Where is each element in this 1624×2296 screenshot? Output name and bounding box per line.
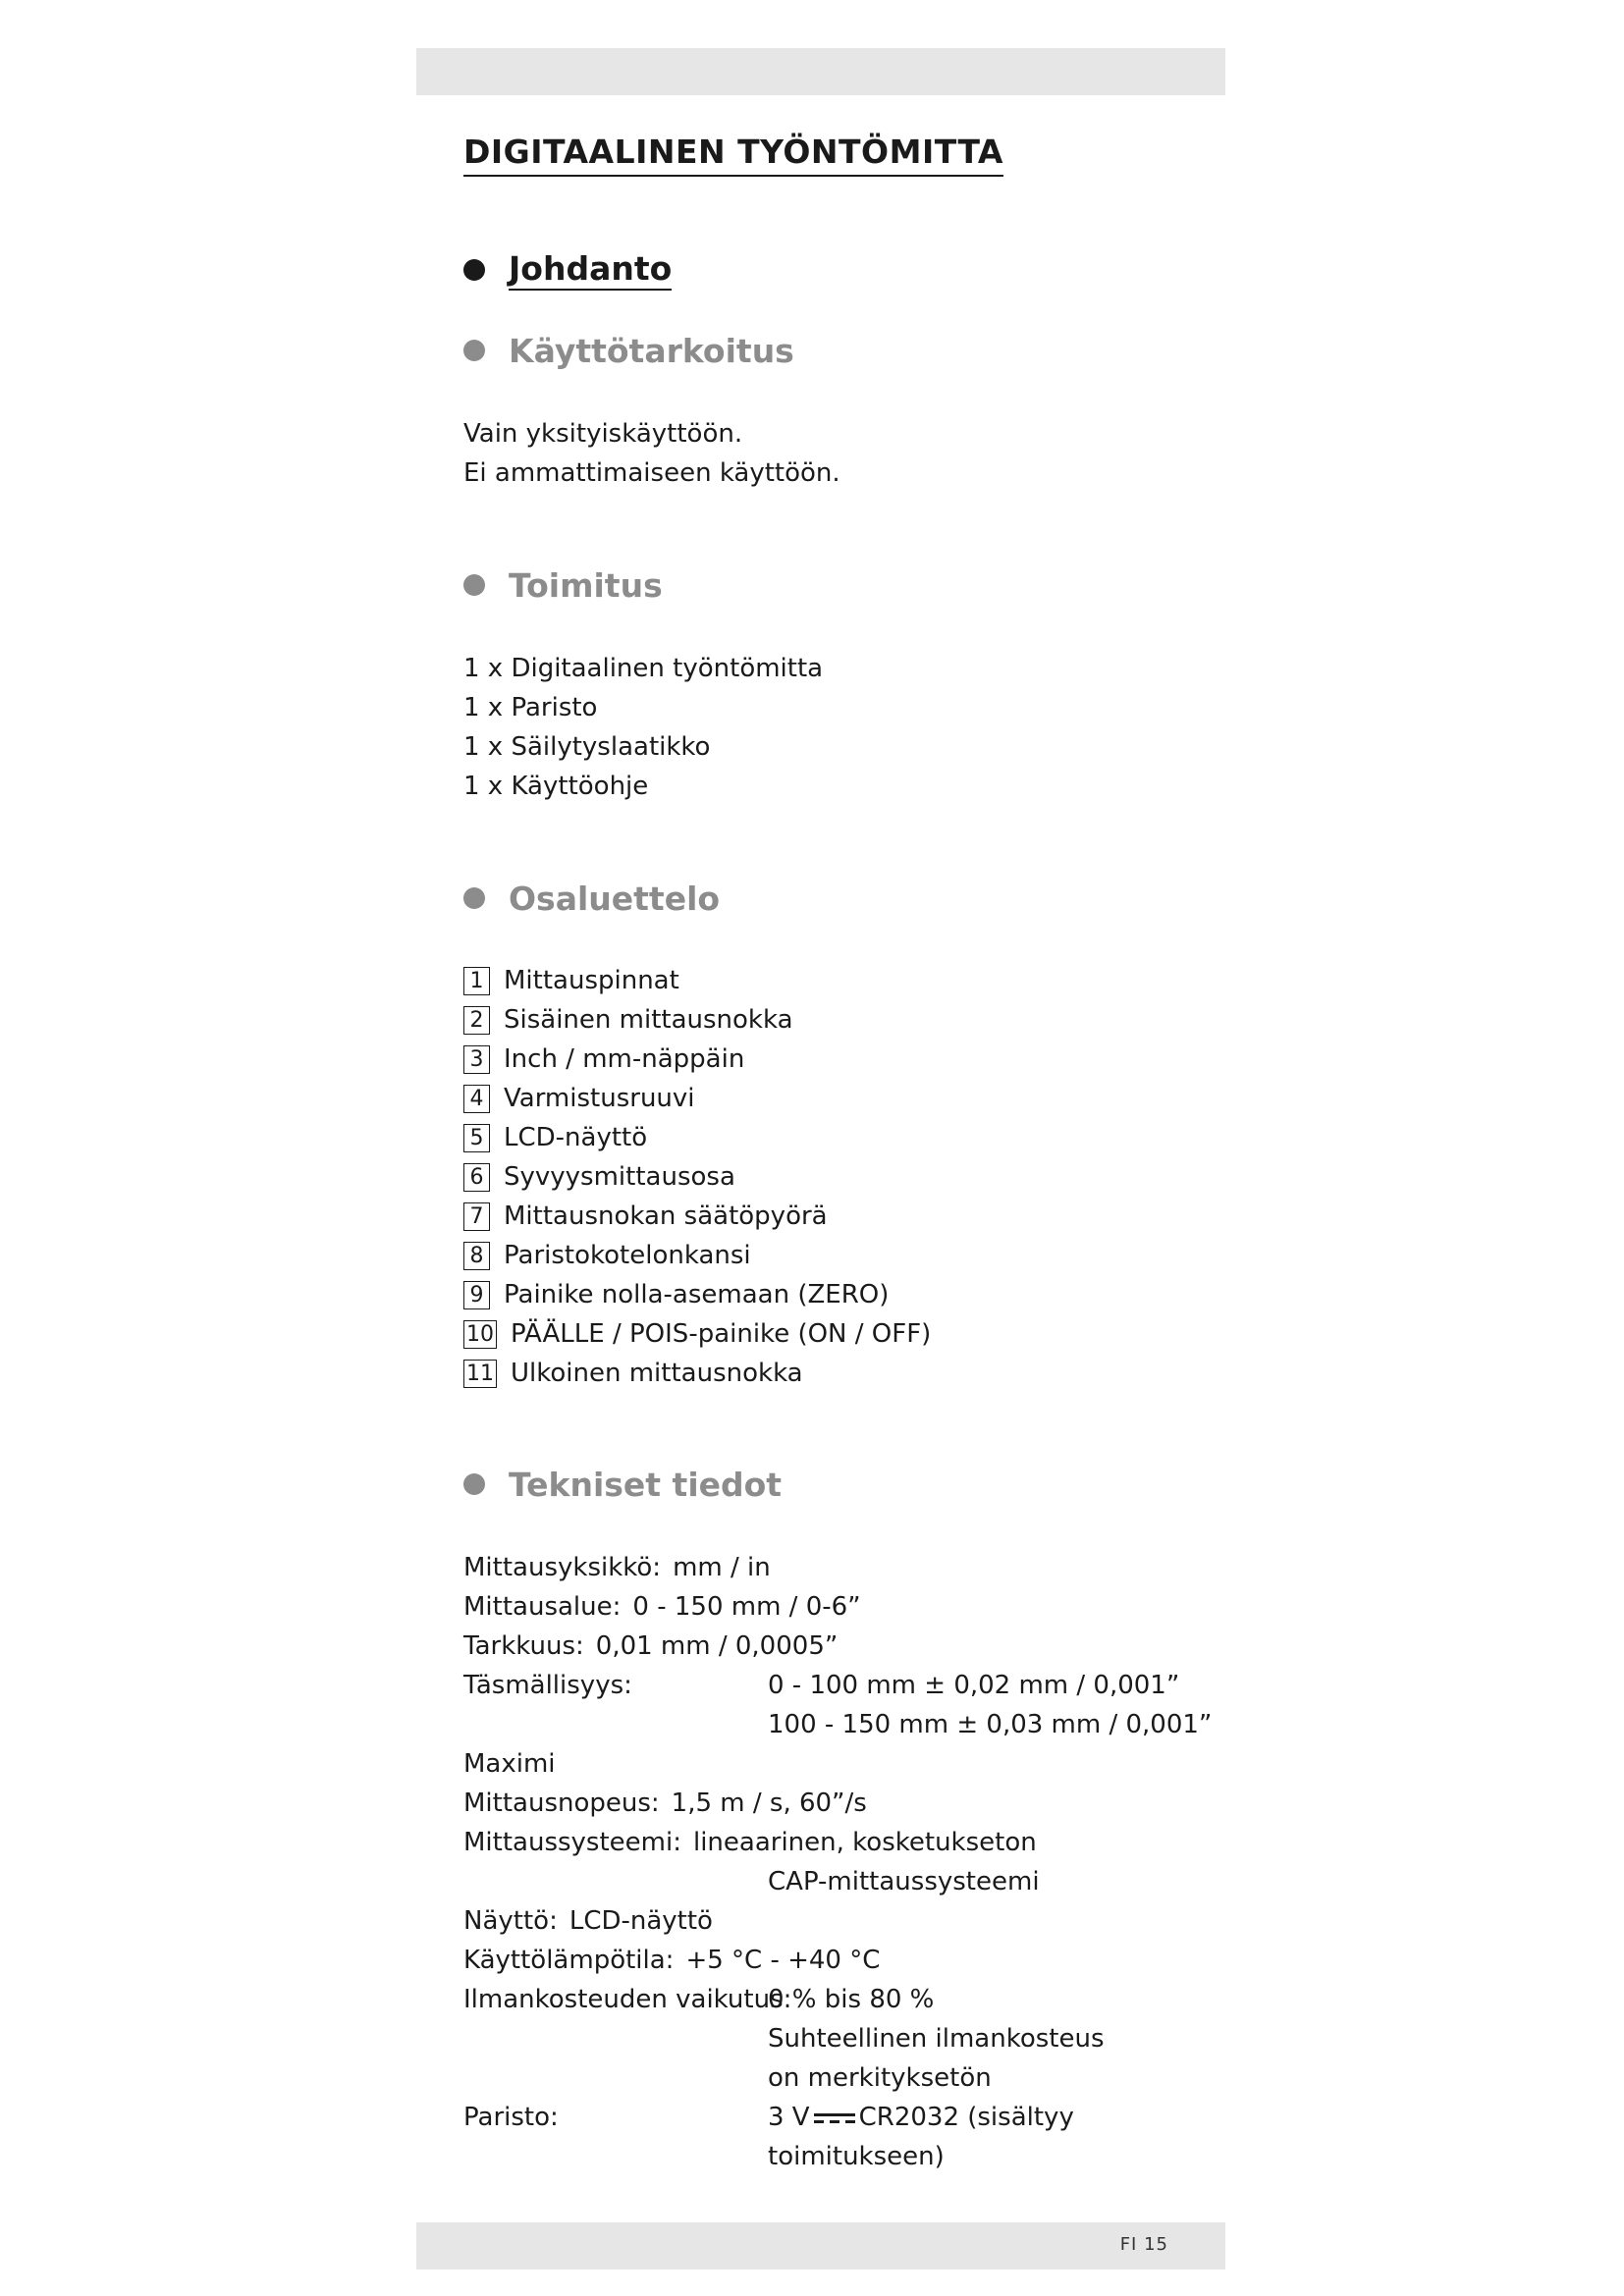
part-number: 2: [463, 1006, 490, 1035]
spec-value: 0,01 mm / 0,0005”: [595, 1631, 839, 1661]
part-label: LCD-näyttö: [504, 1123, 648, 1152]
section-title: Toimitus: [509, 565, 663, 605]
spec-accuracy: [463, 1666, 1212, 1705]
part-number: 1: [463, 967, 490, 995]
part-item: [463, 961, 931, 1000]
spec-system: [463, 1823, 1212, 1862]
spec-value: Suhteellinen ilmankosteus: [768, 2024, 1105, 2054]
section-heading-specs: [463, 1460, 782, 1509]
spec-battery-cont: [463, 2137, 1212, 2176]
text-line: Vain yksityiskäyttöön.: [463, 419, 743, 449]
spec-max: [463, 1744, 1212, 1784]
list-item: 1 x Paristo: [463, 693, 598, 722]
section-title: Käyttötarkoitus: [509, 331, 794, 370]
part-item: [463, 1197, 931, 1236]
part-number: 11: [463, 1360, 497, 1388]
bullet-icon: [463, 1473, 485, 1495]
spec-resolution: [463, 1627, 1212, 1666]
part-label: Mittausnokan säätöpyörä: [504, 1201, 828, 1231]
spec-value: CAP-mittaussysteemi: [768, 1867, 1040, 1896]
part-label: PÄÄLLE / POIS-painike (ON / OFF): [511, 1319, 932, 1349]
header-band: [416, 48, 1225, 95]
spec-value: lineaarinen, kosketukseton: [692, 1828, 1037, 1857]
spec-label: Täsmällisyys:: [463, 1671, 632, 1700]
part-number: 4: [463, 1085, 490, 1113]
part-item: [463, 1040, 931, 1079]
part-number: 9: [463, 1281, 490, 1309]
section-heading-purpose: [463, 326, 794, 375]
part-number: 10: [463, 1320, 497, 1349]
spec-label: Mittaussysteemi:: [463, 1828, 681, 1857]
bullet-icon: [463, 574, 485, 596]
battery-model: CR2032 (sisältyy: [858, 2103, 1074, 2132]
list-item: 1 x Säilytyslaatikko: [463, 732, 711, 762]
text-line: Ei ammattimaiseen käyttöön.: [463, 458, 840, 488]
part-label: Mittauspinnat: [504, 966, 679, 995]
spec-battery: [463, 2098, 1212, 2137]
section-heading-delivery: [463, 561, 663, 610]
spec-speed: [463, 1784, 1212, 1823]
spec-label: Mittausnopeus:: [463, 1789, 660, 1818]
section-heading-parts: [463, 874, 720, 923]
section-title: Tekniset tiedot: [509, 1465, 783, 1504]
page-number: FI 15: [1119, 2234, 1168, 2255]
part-item: [463, 1354, 931, 1393]
section-heading-intro: [463, 245, 672, 294]
spec-label: Paristo:: [463, 2103, 559, 2132]
spec-humidity: [463, 1980, 1212, 2019]
spec-value: 0 - 100 mm ± 0,02 mm / 0,001”: [768, 1671, 1180, 1700]
spec-value: [768, 2103, 1074, 2132]
spec-label: Näyttö:: [463, 1906, 558, 1936]
part-label: Inch / mm-näppäin: [504, 1044, 745, 1074]
spec-label: Mittausyksikkö:: [463, 1553, 662, 1582]
spec-value: 0 % bis 80 %: [768, 1985, 935, 2014]
spec-range: [463, 1587, 1212, 1627]
bullet-icon: [463, 887, 485, 909]
part-label: Paristokotelonkansi: [504, 1241, 751, 1270]
part-label: Painike nolla-asemaan (ZERO): [504, 1280, 890, 1309]
part-item: [463, 1275, 931, 1314]
spec-label: Ilmankosteuden vaikutus:: [463, 1985, 792, 2014]
delivery-list: [463, 649, 823, 806]
spec-display: [463, 1901, 1212, 1941]
purpose-text: [463, 414, 840, 493]
part-label: Varmistusruuvi: [504, 1084, 695, 1113]
spec-system-cont: [463, 1862, 1212, 1901]
spec-value: LCD-näyttö: [568, 1906, 713, 1936]
battery-voltage: 3 V: [768, 2103, 810, 2132]
spec-humidity-cont: [463, 2019, 1212, 2058]
list-item: 1 x Käyttöohje: [463, 772, 649, 801]
part-number: 7: [463, 1202, 490, 1231]
parts-list: [463, 961, 931, 1393]
part-number: 8: [463, 1242, 490, 1270]
section-title: Osaluettelo: [509, 879, 721, 918]
document-title: DIGITAALINEN TYÖNTÖMITTA: [463, 133, 1003, 177]
part-item: [463, 1079, 931, 1118]
bullet-icon: [463, 259, 485, 281]
spec-accuracy-cont: [463, 1705, 1212, 1744]
section-title: Johdanto: [509, 249, 672, 291]
part-item: [463, 1157, 931, 1197]
part-number: 6: [463, 1163, 490, 1192]
spec-label: Käyttölämpötila:: [463, 1946, 675, 1975]
footer-band: [416, 2222, 1225, 2269]
spec-value: on merkityksetön: [768, 2063, 992, 2093]
spec-temperature: [463, 1941, 1212, 1980]
spec-label: Tarkkuus:: [463, 1631, 584, 1661]
spec-unit: [463, 1548, 1212, 1587]
part-number: 5: [463, 1124, 490, 1152]
part-item: [463, 1000, 931, 1040]
spec-value: +5 °C - +40 °C: [685, 1946, 881, 1975]
spec-label: Mittausalue:: [463, 1592, 622, 1622]
spec-humidity-cont: [463, 2058, 1212, 2098]
part-item: [463, 1314, 931, 1354]
spec-value: 0 - 150 mm / 0-6”: [632, 1592, 861, 1622]
list-item: 1 x Digitaalinen työntömitta: [463, 654, 824, 683]
spec-value: toimitukseen): [768, 2142, 945, 2171]
spec-label: Maximi: [463, 1749, 556, 1779]
part-number: 3: [463, 1045, 490, 1074]
part-label: Sisäinen mittausnokka: [504, 1005, 793, 1035]
part-label: Syvyysmittausosa: [504, 1162, 735, 1192]
part-item: [463, 1118, 931, 1157]
technical-specs: [463, 1548, 1212, 2176]
spec-value: 100 - 150 mm ± 0,03 mm / 0,001”: [768, 1710, 1213, 1739]
spec-value: 1,5 m / s, 60”/s: [671, 1789, 867, 1818]
part-label: Ulkoinen mittausnokka: [511, 1359, 803, 1388]
direct-current-icon: [814, 2111, 855, 2125]
part-item: [463, 1236, 931, 1275]
spec-value: mm / in: [673, 1553, 771, 1582]
bullet-icon: [463, 340, 485, 361]
